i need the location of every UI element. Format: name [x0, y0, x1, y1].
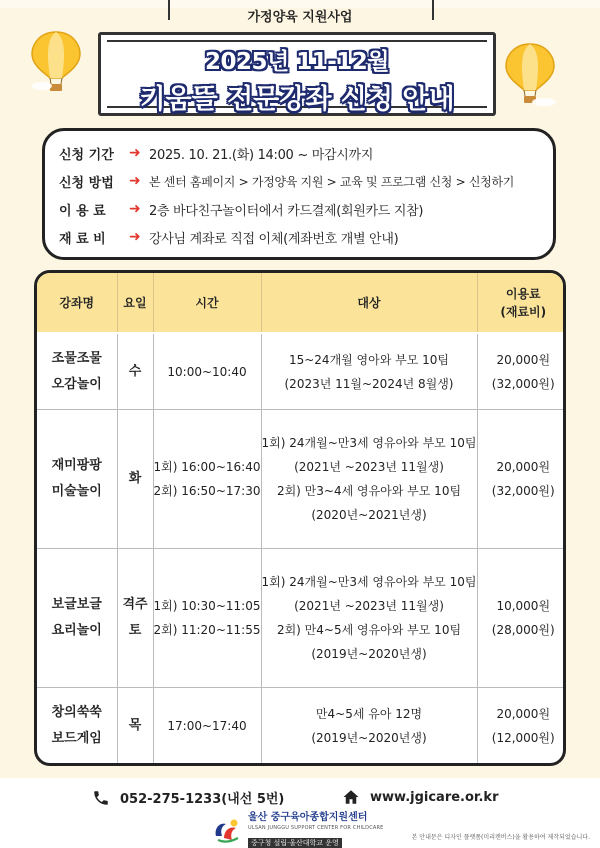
center-operator: 중구청 설립·울산대학교 운영: [248, 838, 342, 848]
cell-fee-line: 10,000원: [496, 599, 551, 614]
website-contact: [342, 788, 498, 806]
cell-target-line: 1회) 24개월~만3세 영유아와 부모 10팀: [261, 436, 477, 451]
center-english-name: ULSAN JUNGGU SUPPORT CENTER FOR CHILDCARE: [248, 825, 384, 831]
lecture-table-card: [34, 270, 566, 766]
center-name: 울산 중구육아종합지원센터: [248, 812, 368, 823]
lecture-table: [37, 273, 566, 763]
cell-lecture-name-line: 보글보글: [51, 597, 102, 613]
cell-time-line: 1회) 10:30~11:05: [153, 599, 261, 614]
cell-target-line: 2회) 만3~4세 영유아와 부모 10팀: [276, 484, 462, 499]
info-row-material: [59, 223, 539, 251]
arrow-right-icon: ➜: [129, 145, 141, 161]
cell-fee: [477, 549, 566, 688]
cell-time-line: 1회) 16:00~16:40: [153, 460, 261, 475]
info-label: 이 용 료: [59, 203, 106, 219]
cell-lecture-name-line: 오감놀이: [51, 376, 102, 392]
phone-icon: [92, 789, 110, 807]
hot-air-balloon-icon: [502, 42, 558, 108]
cell-target: [261, 410, 477, 549]
cell-lecture-name-line: 요리놀이: [51, 623, 102, 639]
cell-lecture-name-line: 미술놀이: [51, 484, 102, 500]
cell-fee: [477, 688, 566, 763]
program-subtitle: 가정양육 지원사업: [247, 10, 353, 25]
cell-lecture-name-line: 조물조물: [51, 350, 102, 366]
cell-day-line: 목: [128, 717, 142, 733]
cell-day-line: 화: [128, 471, 142, 487]
cell-target-line: 2회) 만4~5세 영유아와 부모 10팀: [276, 623, 462, 638]
table-row: [37, 688, 566, 763]
hanging-string-right: [432, 0, 434, 20]
cell-lecture-name-line: 창의쑥쑥: [51, 704, 102, 720]
cell-day-line: 수: [128, 363, 142, 379]
cell-lecture-name-line: 재미팡팡: [51, 458, 102, 474]
column-header-fee: 이용료 (재료비): [477, 273, 566, 333]
info-label: 신청 방법: [59, 175, 114, 191]
cell-target-line: (2020년~2021년생): [311, 508, 427, 523]
cell-time: [153, 688, 261, 763]
hanging-string-left: [168, 0, 170, 20]
cell-time: [153, 410, 261, 549]
cell-fee: [477, 333, 566, 410]
cell-target: [261, 688, 477, 763]
info-value: 2025. 10. 21.(화) 14:00 ~ 마감시까지: [149, 147, 374, 163]
footer: [0, 778, 600, 848]
cell-time: [153, 549, 261, 688]
cell-target-line: (2019년~2020년생): [311, 730, 427, 745]
info-row-method: [59, 167, 539, 195]
table-row: [37, 410, 566, 549]
cell-target-line: 만4~5세 유아 12명: [315, 706, 423, 721]
cell-fee-line: 20,000원: [496, 706, 551, 721]
cell-fee-line: (32,000원): [491, 376, 555, 391]
cell-lecture-name: [37, 549, 117, 688]
cell-day: [117, 410, 153, 549]
info-row-fee: [59, 195, 539, 223]
cell-day-line: 토: [128, 623, 142, 639]
cell-target-line: (2021년 ~2023년 11월생): [294, 460, 444, 475]
arrow-right-icon: ➜: [129, 201, 141, 217]
cell-time-line: 17:00~17:40: [167, 718, 247, 733]
cell-lecture-name: [37, 333, 117, 410]
cell-target-line: (2023년 11월~2024년 8월생): [284, 376, 454, 391]
cell-time-line: 2회) 11:20~11:55: [153, 623, 261, 638]
phone-contact: [92, 788, 284, 807]
info-row-period: [59, 139, 539, 167]
column-header-target: 대상: [261, 273, 477, 333]
info-label: 신청 기간: [59, 147, 114, 163]
website-url[interactable]: www.jgicare.or.kr: [370, 789, 499, 805]
cell-time: [153, 333, 261, 410]
cell-day: [117, 549, 153, 688]
info-value: 2층 바다친구놀이터에서 카드결제(회원카드 지참): [149, 203, 424, 219]
cell-target-line: (2019년~2020년생): [311, 647, 427, 662]
column-header-time: 시간: [153, 273, 261, 333]
page-title: 키움뜰 전문강좌 신청 안내: [139, 84, 455, 115]
arrow-right-icon: ➜: [129, 173, 141, 189]
table-body: [37, 333, 566, 763]
column-header-lecture: 강좌명: [37, 273, 117, 333]
cell-time-line: 2회) 16:50~17:30: [153, 484, 261, 499]
cell-day-line: 격주: [122, 597, 148, 613]
center-logo-icon: [212, 818, 242, 844]
cell-fee-line: 20,000원: [496, 460, 551, 475]
cell-lecture-name: [37, 688, 117, 763]
phone-number: 052-275-1233(내선 5번): [120, 792, 285, 807]
cell-fee-line: 20,000원: [496, 352, 551, 367]
cell-fee-line: (12,000원): [491, 730, 555, 745]
cell-target-line: 1회) 24개월~만3세 영유아와 부모 10팀: [261, 575, 477, 590]
cell-day: [117, 688, 153, 763]
cell-target-line: 15~24개월 영아와 부모 10팀: [288, 352, 450, 367]
cell-lecture-name: [37, 410, 117, 549]
center-logo: [212, 812, 384, 848]
cell-target: [261, 549, 477, 688]
info-label: 재 료 비: [59, 231, 106, 247]
hot-air-balloon-icon: [28, 30, 84, 92]
arrow-right-icon: ➜: [129, 229, 141, 245]
info-value: 본 센터 홈페이지 > 가정양육 지원 > 교육 및 프로그램 신청 > 신청하기: [149, 174, 515, 189]
cell-fee-line: (32,000원): [491, 484, 555, 499]
title-period: 2025년 11-12월: [204, 49, 390, 75]
title-board-top-rule: [107, 40, 487, 42]
title-board: [98, 32, 496, 116]
home-icon: [342, 788, 360, 806]
table-header-row: [37, 273, 566, 333]
cell-time-line: 10:00~10:40: [167, 364, 247, 379]
cell-lecture-name-line: 보드게임: [51, 730, 102, 746]
table-row: [37, 333, 566, 410]
info-value: 강사님 계좌로 직접 이체(계좌번호 개별 안내): [149, 231, 399, 247]
table-row: [37, 549, 566, 688]
cell-fee-line: (28,000원): [491, 623, 555, 638]
center-text: [248, 812, 384, 848]
cell-fee: [477, 410, 566, 549]
design-credit: 본 안내문은 디자인 플랫폼(미리캔버스)을 활용하여 제작되었습니다.: [411, 834, 590, 841]
application-info-box: [42, 128, 556, 260]
cell-day: [117, 333, 153, 410]
cell-target: [261, 333, 477, 410]
column-header-day: 요일: [117, 273, 153, 333]
cell-target-line: (2021년 ~2023년 11월생): [294, 599, 444, 614]
